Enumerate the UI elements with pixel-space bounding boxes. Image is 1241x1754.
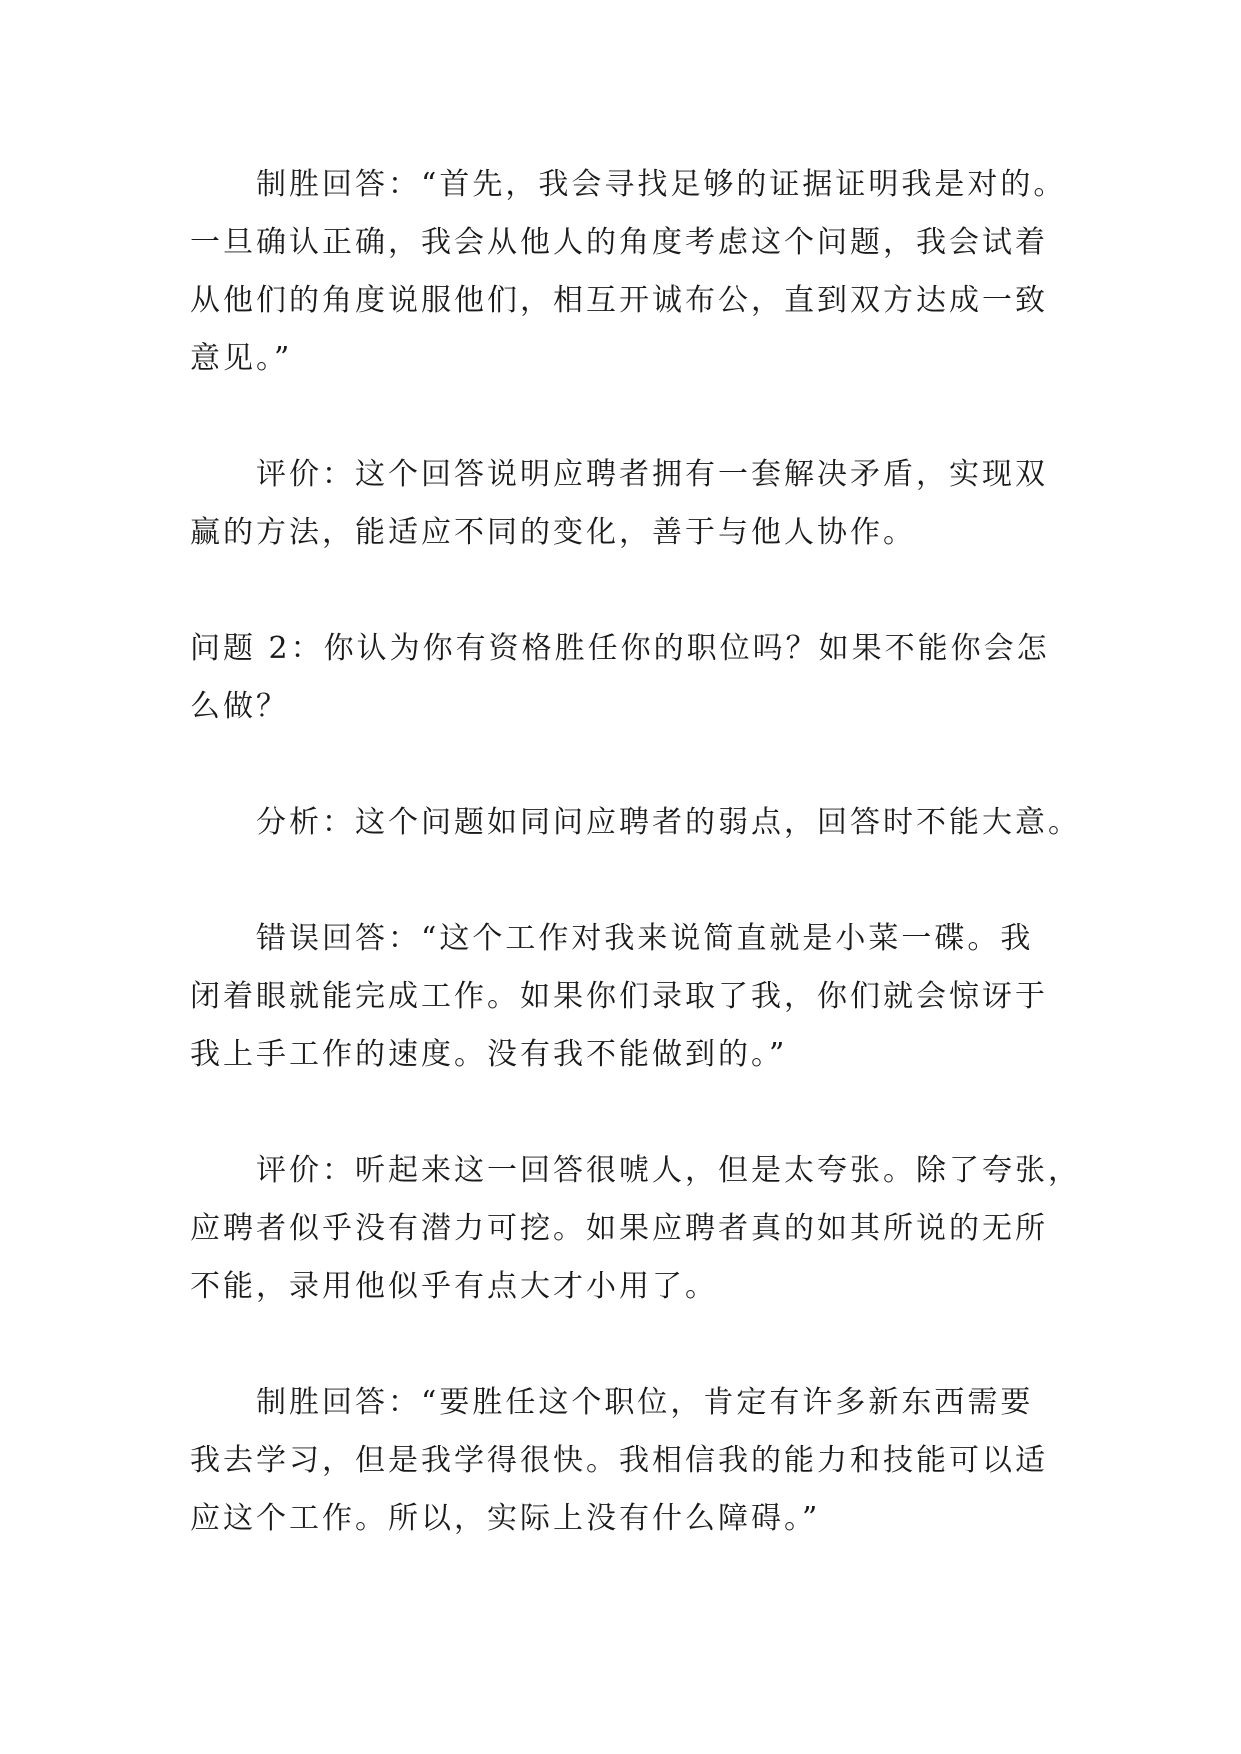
text-line: 评价：这个回答说明应聘者拥有一套解决矛盾，实现双 (256, 457, 1048, 492)
text-line: 赢的方法，能适应不同的变化，善于与他人协作。 (190, 515, 916, 550)
text-line: 么做？ (190, 689, 289, 724)
text-line: 我去学习，但是我学得很快。我相信我的能力和技能可以适 (190, 1443, 1048, 1478)
text-line: 应这个工作。所以，实际上没有什么障碍。” (190, 1501, 821, 1536)
text-line: 闭着眼就能完成工作。如果你们录取了我，你们就会惊讶于 (190, 979, 1048, 1014)
text-line: 我上手工作的速度。没有我不能做到的。” (190, 1037, 788, 1072)
text-line: 评价：听起来这一回答很唬人，但是太夸张。除了夸张， (256, 1153, 1081, 1188)
paragraph-winning-answer-1 (190, 156, 1070, 388)
text-line: 意见。” (190, 341, 293, 376)
paragraph-wrong-answer (190, 910, 1070, 1084)
paragraph-evaluation-2 (190, 1142, 1081, 1316)
text-line: 一旦确认正确，我会从他人的角度考虑这个问题，我会试着 (190, 225, 1048, 260)
text-line: 不能，录用他似乎有点大才小用了。 (190, 1269, 718, 1304)
text-line: 从他们的角度说服他们，相互开诚布公，直到双方达成一致 (190, 283, 1048, 318)
text-line: 制胜回答：“要胜任这个职位，肯定有许多新东西需要 (256, 1385, 1034, 1420)
text-line: 错误回答：“这个工作对我来说简直就是小菜一碟。我 (256, 921, 1034, 956)
paragraph-evaluation-1 (190, 446, 1070, 562)
text-line: 制胜回答：“首先，我会寻找足够的证据证明我是对的。 (256, 167, 1067, 202)
paragraph-winning-answer-2 (190, 1374, 1070, 1548)
text-line: 分析：这个问题如同问应聘者的弱点，回答时不能大意。 (256, 805, 1081, 840)
paragraph-question-2 (190, 620, 1070, 736)
paragraph-analysis (190, 794, 1081, 852)
text-line: 应聘者似乎没有潜力可挖。如果应聘者真的如其所说的无所 (190, 1211, 1048, 1246)
text-line: 问题 2：你认为你有资格胜任你的职位吗？如果不能你会怎 (190, 631, 1050, 666)
